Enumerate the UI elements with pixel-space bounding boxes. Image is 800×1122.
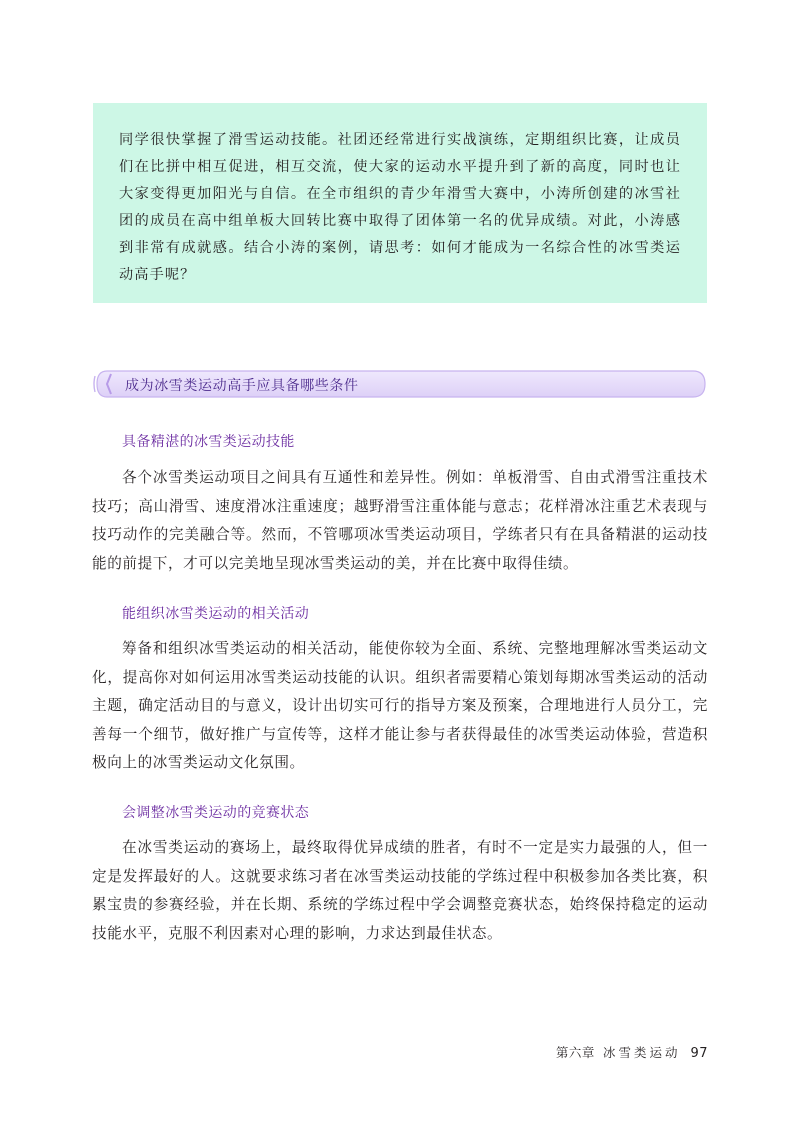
subheading-competition: 会调整冰雪类运动的竞赛状态 — [122, 805, 310, 821]
page-footer — [556, 1043, 708, 1061]
section-title: 成为冰雪类运动高手应具备哪些条件 — [125, 378, 359, 394]
case-study-text: 同学很快掌握了滑雪运动技能。社团还经常进行实战演练，定期组织比赛，让成员们在比拼中相互促进，相互交流，使大家的运动水平提升到了新的高度，同时也让大家变得更加阳光与自信。在全市组织的青少年滑雪大赛中，小涛所创建的冰雪社团的成员在高中组单板大回转比赛中取得了团体第一名的优异成绩。对此，小涛感到非常有成就感。结合小涛的案例，请思考：如何才能成为一名综合性的冰雪类运动高手呢？ — [119, 132, 681, 283]
paragraph-organize: 筹备和组织冰雪类运动的相关活动，能使你较为全面、系统、完整地理解冰雪类运动文化，提高你对如何运用冰雪类运动技能的认识。组织者需要精心策划每期冰雪类运动的活动主题，确定活动目的与意义，设计出切实可行的指导方案及预案，合理地进行人员分工，完善每一个细节，做好推广与宣传等，这样才能让参与者获得最佳的冰雪类运动体验，营造积极向上的冰雪类运动文化氛围。 — [92, 640, 708, 771]
page-number: 97 — [690, 1046, 708, 1061]
subheading-organize: 能组织冰雪类运动的相关活动 — [122, 606, 310, 622]
case-study-box — [93, 103, 707, 303]
footer-chapter-name: 冰雪类运动 — [602, 1045, 681, 1060]
paragraph-competition: 在冰雪类运动的赛场上，最终取得优异成绩的胜者，有时不一定是实力最强的人，但一定是发挥最好的人。这就要求练习者在冰雪类运动技能的学练过程中积极参加各类比赛，积累宝贵的参赛经验，并在长期、系统的学练过程中学会调整竞赛状态，始终保持稳定的运动技能水平，克服不利因素对心理的影响，力求达到最佳状态。 — [92, 839, 708, 942]
subheading-skills: 具备精湛的冰雪类运动技能 — [122, 434, 295, 450]
footer-chapter: 第六章 — [555, 1045, 595, 1060]
section-banner — [93, 368, 707, 400]
paragraph-skills: 各个冰雪类运动项目之间具有互通性和差异性。例如：单板滑雪、自由式滑雪注重技术技巧；高山滑雪、速度滑冰注重速度；越野滑雪注重体能与意志；花样滑冰注重艺术表现与技巧动作的完美融合等。然而，不管哪项冰雪类运动项目，学练者只有在具备精湛的运动技能的前提下，才可以完美地呈现冰雪类运动的美，并在比赛中取得佳绩。 — [92, 469, 708, 572]
